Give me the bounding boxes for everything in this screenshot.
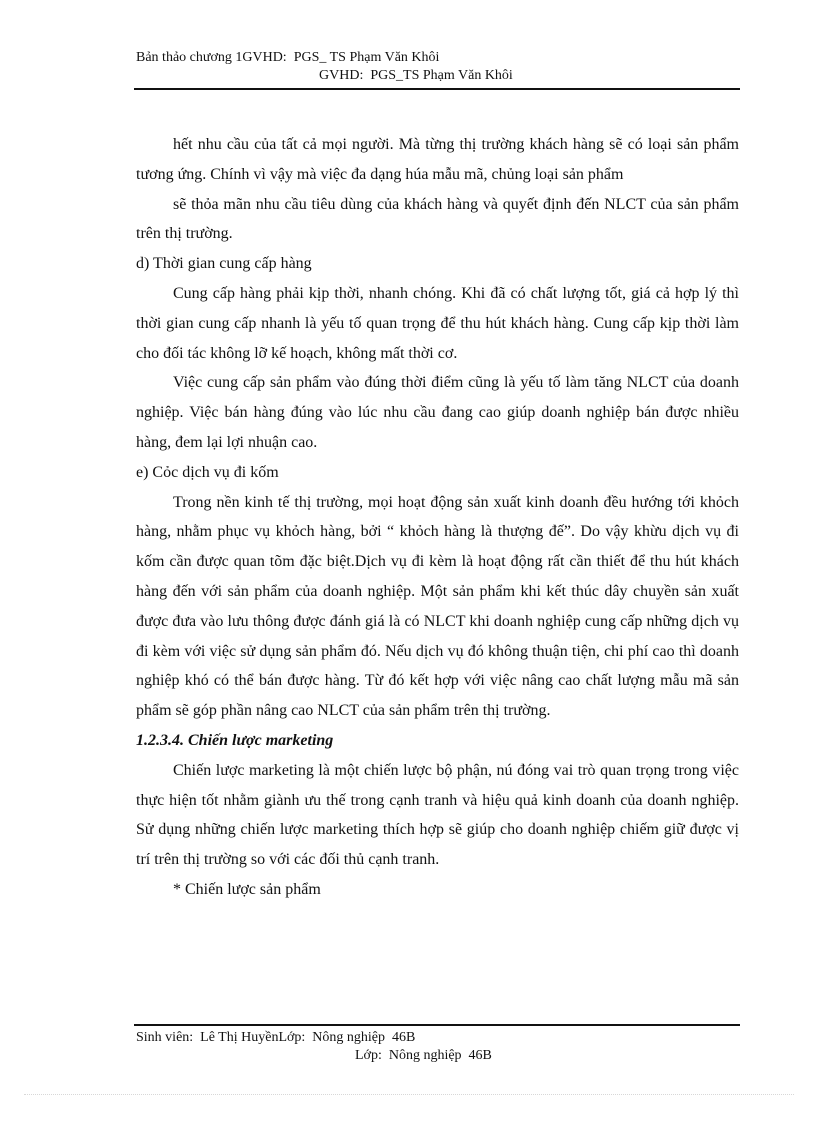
page-bottom-dotted-edge <box>24 1094 794 1095</box>
header-divider <box>134 88 740 90</box>
paragraph-services: Trong nền kinh tế thị trường, mọi hoạt động sản xuất kinh doanh đều hướng tới khỏch hàng, nhằm phục vụ khỏch hàng, bởi “ khỏch hàng là thượng đế”. Do vậy khừu dịch vụ đi kốm cần được quan tõm đặc biệt.Dịch vụ đi kèm là hoạt động rất cần thiết để thu hút khách hàng đến với sản phẩm của doanh nghiệp. Một sản phẩm khi kết thúc dây chuyền sản xuất được đưa vào lưu thông được đánh giá là có NLCT khi doanh nghiệp cung cấp những dịch vụ đi kèm với việc sử dụng sản phẩm đó. Nếu dịch vụ đó không thuận tiện, chi phí cao thì doanh nghiệp khó có thể bán được hàng. Từ đó kết hợp với việc nâng cao chất lượng mẫu mã sản phẩm sẽ góp phần nâng cao NLCT của sản phẩm trên thị trường. <box>136 493 739 720</box>
paragraph-product-strategy: * Chiến lược sản phẩm <box>173 880 321 898</box>
section-heading-marketing: 1.2.3.4. Chiến lược marketing <box>136 731 334 749</box>
footer-class-line: Lớp: Nông nghiệp 46B <box>355 1048 492 1063</box>
footer-divider <box>134 1024 740 1026</box>
paragraph-marketing: Chiến lược marketing là một chiến lược bộ phận, nú đóng vai trò quan trọng trong việc thực hiện tốt nhằm giành ưu thế trong cạnh tranh và hiệu quả kinh doanh của doanh nghiệp. Sử dụng những chiến lược marketing thích hợp sẽ giúp cho doanh nghiệp chiếm giữ được vị trí trên thị trường so với các đối thủ cạnh tranh. <box>136 761 739 869</box>
paragraph-demand-continued: sẽ thỏa mãn nhu cầu tiêu dùng của khách hàng và quyết định đến NLCT của sản phẩm trên thị trường. <box>136 195 739 243</box>
heading-delivery-time: d) Thời gian cung cấp hàng <box>136 255 312 273</box>
paragraph-delivery-1: Cung cấp hàng phải kịp thời, nhanh chóng. Khi đã có chất lượng tốt, giá cả hợp lý thì thời gian cung cấp nhanh là yếu tố quan trọng để thu hút khách hàng. Cung cấp kịp thời làm cho đối tác không lỡ kế hoạch, không mất thời cơ. <box>136 284 739 362</box>
header-advisor-line: GVHD: PGS_TS Phạm Văn Khôi <box>319 68 513 83</box>
header-title-line: Bản thảo chương 1GVHD: PGS_ TS Phạm Văn Khôi <box>136 50 440 65</box>
heading-services: e) Cỏc dịch vụ đi kốm <box>136 463 279 481</box>
paragraph-demand: hết nhu cầu của tất cả mọi người. Mà từng thị trường khách hàng sẽ có loại sản phẩm tương ứng. Chính vì vậy mà việc đa dạng húa mẫu mã, chủng loại sản phẩm <box>136 136 739 183</box>
footer-student-line: Sinh viên: Lê Thị HuyềnLớp: Nông nghiệp 46B <box>136 1030 416 1045</box>
page-body <box>136 130 739 905</box>
paragraph-delivery-2: Việc cung cấp sản phẩm vào đúng thời điểm cũng là yếu tố làm tăng NLCT của doanh nghiệp. Việc bán hàng đúng vào lúc nhu cầu đang cao giúp doanh nghiệp bán được nhiều hàng, đem lại lợi nhuận cao. <box>136 374 739 451</box>
